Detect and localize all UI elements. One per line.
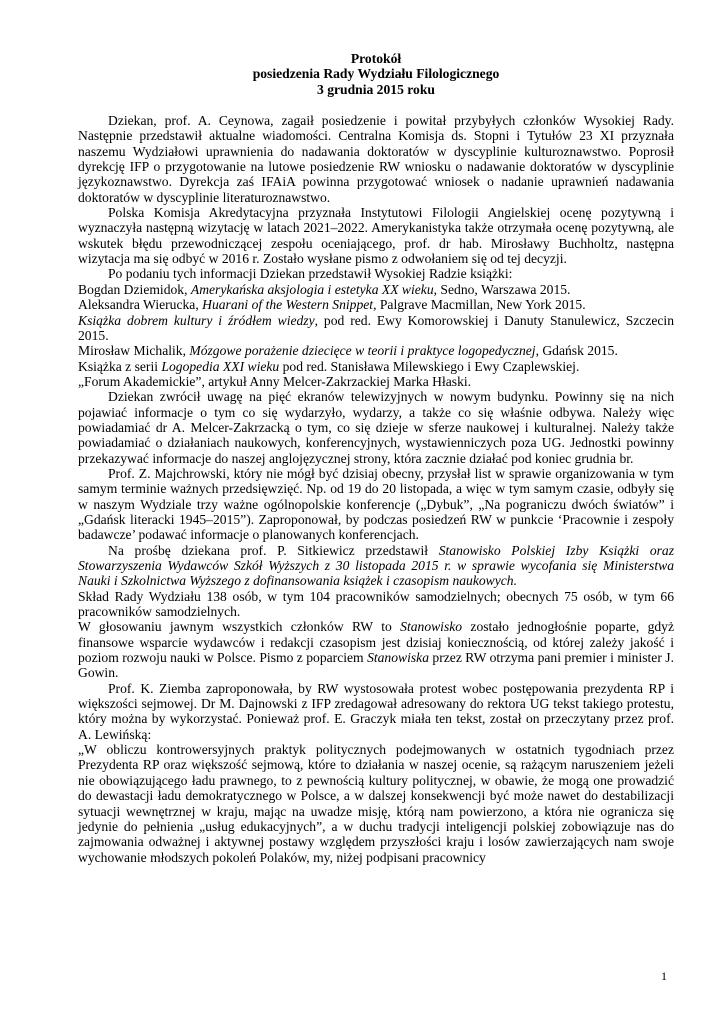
position-title: Stanowisko Polskiej Izby Książki oraz Stowarzyszenia Wydawców Szkół Wyższych z 30 listopada 2015 r. w sprawie wycofania się Ministerstwa Nauki i Szkolnictwa Wyższego z dofinansowania książek i czasopism naukowych. (78, 542, 674, 589)
book-author: Aleksandra Wierucka, (78, 297, 203, 313)
book-entry (78, 343, 674, 358)
paragraph-accreditation: Polska Komisja Akredytacyjna przyznała Instytutowi Filologii Angielskiej ocenę pozytywną i wyznaczyła następną wizytację w latach 2021–2022. Amerykanistyka także otrzymała ocenę pozytywną, ale wskutek błędu przewodniczącej zespołu oceniającego, prof. dr hab. Mirosławy Buchholtz, następna wizytacja ma się odbyć w 2016 r. Zostało wysłane pismo z odwołaniem się od tej decyzji. (78, 205, 674, 267)
document-title: Protokół (350, 51, 402, 66)
document-date: 3 grudnia 2015 roku (317, 81, 435, 97)
paragraph-books-intro: Po podaniu tych informacji Dziekan przedstawił Wysokiej Radzie książki: (108, 266, 513, 282)
paragraph-intro-text: Na prośbę dziekana prof. P. Sitkiewicz przedstawił (108, 542, 439, 558)
book-title: Huarani of the Western Snippet (202, 297, 374, 313)
book-entry (78, 359, 674, 374)
position-reference: Stanowiska (367, 650, 429, 666)
paragraph-dean-opening: Dziekan, prof. A. Ceynowa, zagaił posiedzenie i powitał przybyłych członków Wysokiej Rady. Następnie przedstawił aktualne wiadomości. Centralna Komisja ds. Stopni i Tytułów 23 XI przyznała naszemu Wydziałowi uprawnienia do nadawania doktoratów w dyscyplinie kulturoznawstwo. Poprosił dyrekcję IFP o przygotowanie na lutowe posiedzenie RW wniosku o nadawanie doktoratów w dyscyplinie językoznawstwo. Dyrekcja zaś IFAiA powinna przygotować wniosek o nadanie uprawnień nadawania doktoratów w dyscyplinie literaturoznawstwo. (78, 113, 674, 205)
book-entry: „Forum Akademickie”, artykuł Anny Melcer-Zakrzackiej Marka Hłaski. (78, 373, 472, 389)
book-title: Logopedia XXI wieku (161, 358, 280, 374)
book-details: , Gdańsk 2015. (535, 343, 618, 359)
vote-text: przez RW otrzyma pani premier i minister J. Gowin. (78, 650, 674, 681)
book-author: Mirosław Michalik, (78, 343, 190, 359)
book-details: , Sedno, Warszawa 2015. (433, 281, 571, 297)
paragraph-sitkiewicz-position (78, 543, 674, 589)
paragraph-protest-quote: „W obliczu kontrowersyjnych praktyk politycznych podejmowanych w ostatnich tygodniach przez Prezydenta RP oraz większość sejmową, które to działania w naszej ocenie, są rażącym naruszeniem jeżeli nie obowiązującego ładu prawnego, to z pewnością kultury politycznej, w obawie, że mogą one prowadzić do dewastacji ładu demokratycznego w Polsce, a w dalszej konsekwencji być może nawet do destabilizacji sytuacji wewnętrznej w kraju, mając na uwadze misję, którą nam powierzono, a która nie ogranicza się jedynie do pełnienia „usług edukacyjnych”, a w duchu tradycji inteligencji polskiej zobowiązuje nas do zajmowania odważnej i aktywnej postawy względem przyszłości kraju i losów zawierzających nam swoje wychowanie młodszych pokoleń Polaków, my, niżej podpisani pracownicy (78, 742, 674, 865)
book-author: Książka z serii (78, 358, 162, 374)
document-page (78, 51, 674, 865)
vote-text: W głosowaniu jawnym wszystkich członków RW to (78, 619, 401, 635)
book-title: Mózgowe porażenie dziecięce w teorii i praktyce logopedycznej (189, 343, 536, 359)
paragraph-vote-result (78, 619, 674, 680)
book-details: pod red. Stanisława Milewskiego i Ewy Czaplewskiej. (279, 358, 580, 374)
book-author: Bogdan Dziemidok, (78, 281, 191, 297)
paragraph-tv-screens: Dziekan zwrócił uwagę na pięć ekranów telewizyjnych w nowym budynku. Powinny się na nich pojawiać informacje o tym co się wydarzyło, wydarzy, a także co się właśnie odbywa. Należy więc powiadamiać dr A. Melcer-Zakrzacką o tym, co się dzieje w sferze naukowej i kulturalnej. Należy także powiadamiać o działaniach naukowych, konferencyjnych, wystawienniczych poza UG. Jednostki powinny przekazywać informacje do naszej anglojęzycznej strony, która zacznie działać pod koniec grudnia br. (78, 389, 674, 466)
position-reference: Stanowisko (400, 619, 463, 635)
paragraph-council-composition: Skład Rady Wydziału 138 osób, w tym 104 pracowników samodzielnych; obecnych 75 osób, w tym 66 pracowników samodzielnych. (78, 588, 674, 620)
book-details: , pod red. Ewy Komorowskiej i Danuty Stanulewicz, Szczecin 2015. (78, 312, 674, 343)
paragraph-ziemba-protest: Prof. K. Ziemba zaproponowała, by RW wystosowała protest wobec postępowania prezydenta RP i większości sejmowej. Dr M. Dajnowski z IFP zredagował adresowany do rektora UG tekst takiego protestu, który można by wykorzystać. Ponieważ prof. E. Graczyk miała ten tekst, został on przeczytany przez prof. A. Lewińską: (78, 680, 674, 742)
book-title: Amerykańska aksjologia i estetyka XX wieku (190, 281, 434, 297)
vote-text: zostało jednogłośnie poparte, gdyż finansowe wsparcie wydawców i redakcji czasopism jest dzisiaj koniecznością, od której zależy jakość i poziom rozwoju nauki w Polsce. Pismo z poparciem (78, 619, 674, 666)
book-entry (78, 297, 674, 312)
document-header (78, 51, 674, 97)
document-subtitle: posiedzenia Rady Wydziału Filologicznego (252, 66, 500, 82)
book-entry (78, 313, 674, 344)
book-title: Książka dobrem kultury i źródłem wiedzy (78, 312, 315, 328)
page-number: 1 (661, 969, 667, 983)
book-details: , Palgrave Macmillan, New York 2015. (373, 297, 586, 313)
paragraph-majchrowski-letter: Prof. Z. Majchrowski, który nie mógł być dzisiaj obecny, przysłał list w sprawie organizowania w tym samym terminie ważnych przedsięwzięć. Np. od 19 do 20 listopada, a więc w tym samym czasie, odbyły się w naszym Wydziale trzy ważne ogólnopolskie konferencje („Dybuk”, „Na pograniczu dwóch światów” i „Gdańsk literacki 1945–2015”). Zaproponował, by podczas posiedzeń RW w punkcie ‘Pracownie i zespoły badawcze’ podawać informacje o planowanych konferencjach. (78, 465, 674, 543)
book-entry (78, 282, 674, 297)
